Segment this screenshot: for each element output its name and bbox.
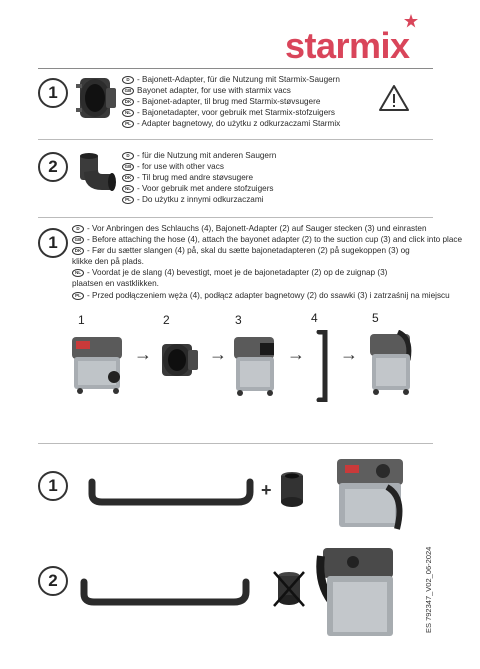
vacuum-combo1-image xyxy=(335,453,407,531)
hose-step4-image xyxy=(313,330,331,402)
instruction-number: 1 xyxy=(38,228,68,258)
step-arrow-2-icon: → xyxy=(209,344,227,364)
header-divider xyxy=(38,68,433,69)
adapter-step2-image xyxy=(158,338,202,382)
step-number-5: 5 xyxy=(372,311,379,325)
no-adapter-crossed-icon xyxy=(270,568,308,610)
bayonet-adapter-image xyxy=(74,74,120,122)
combo-number-1: 1 xyxy=(38,471,68,501)
lang-pl-icon: PL xyxy=(122,120,134,128)
step-number-1: 1 xyxy=(78,313,85,327)
elbow-adapter-image xyxy=(74,150,118,198)
lang-nl-icon: NL xyxy=(122,185,134,193)
lang-pl-icon: PL xyxy=(72,292,84,300)
combo-number-2: 2 xyxy=(38,566,68,596)
vacuum-step5-image xyxy=(368,330,414,396)
step-number-4: 4 xyxy=(311,311,318,325)
vacuum-combo2-image xyxy=(313,546,403,641)
step-number-3: 3 xyxy=(235,313,242,327)
lang-d-icon: D xyxy=(72,225,84,233)
lang-gb-icon: GB xyxy=(72,236,84,244)
lang-dk-icon: DK xyxy=(122,174,134,182)
logo-star-icon xyxy=(404,14,418,28)
warning-icon xyxy=(378,84,410,112)
lang-pl-icon: PL xyxy=(122,196,134,204)
document-code: ES 792347_V02_06-2024 xyxy=(424,546,433,633)
vacuum-step1-image xyxy=(70,333,126,395)
brand-logo: starmix xyxy=(285,25,410,66)
divider-3 xyxy=(38,443,433,444)
adapter-combo1-image xyxy=(277,470,307,510)
divider-1 xyxy=(38,139,433,140)
section-number-2: 2 xyxy=(38,152,68,182)
step-arrow-1-icon: → xyxy=(134,344,152,364)
lang-dk-icon: DK xyxy=(72,247,84,255)
lang-dk-icon: DK xyxy=(122,98,134,106)
hose-combo2-image xyxy=(80,578,252,608)
divider-2 xyxy=(38,217,433,218)
lang-d-icon: D xyxy=(122,152,134,160)
step-arrow-4-icon: → xyxy=(340,344,358,364)
vacuum-step3-image xyxy=(232,333,278,397)
step-arrow-3-icon: → xyxy=(287,344,305,364)
lang-nl-icon: NL xyxy=(72,269,84,277)
lang-gb-icon: GB xyxy=(122,87,134,95)
combo-plus-sign: + xyxy=(261,480,272,500)
lang-gb-icon: GB xyxy=(122,163,134,171)
lang-d-icon: D xyxy=(122,76,134,84)
lang-nl-icon: NL xyxy=(122,109,134,117)
section-number-1: 1 xyxy=(38,78,68,108)
step-number-2: 2 xyxy=(163,313,170,327)
hose-combo1-image xyxy=(88,478,256,508)
